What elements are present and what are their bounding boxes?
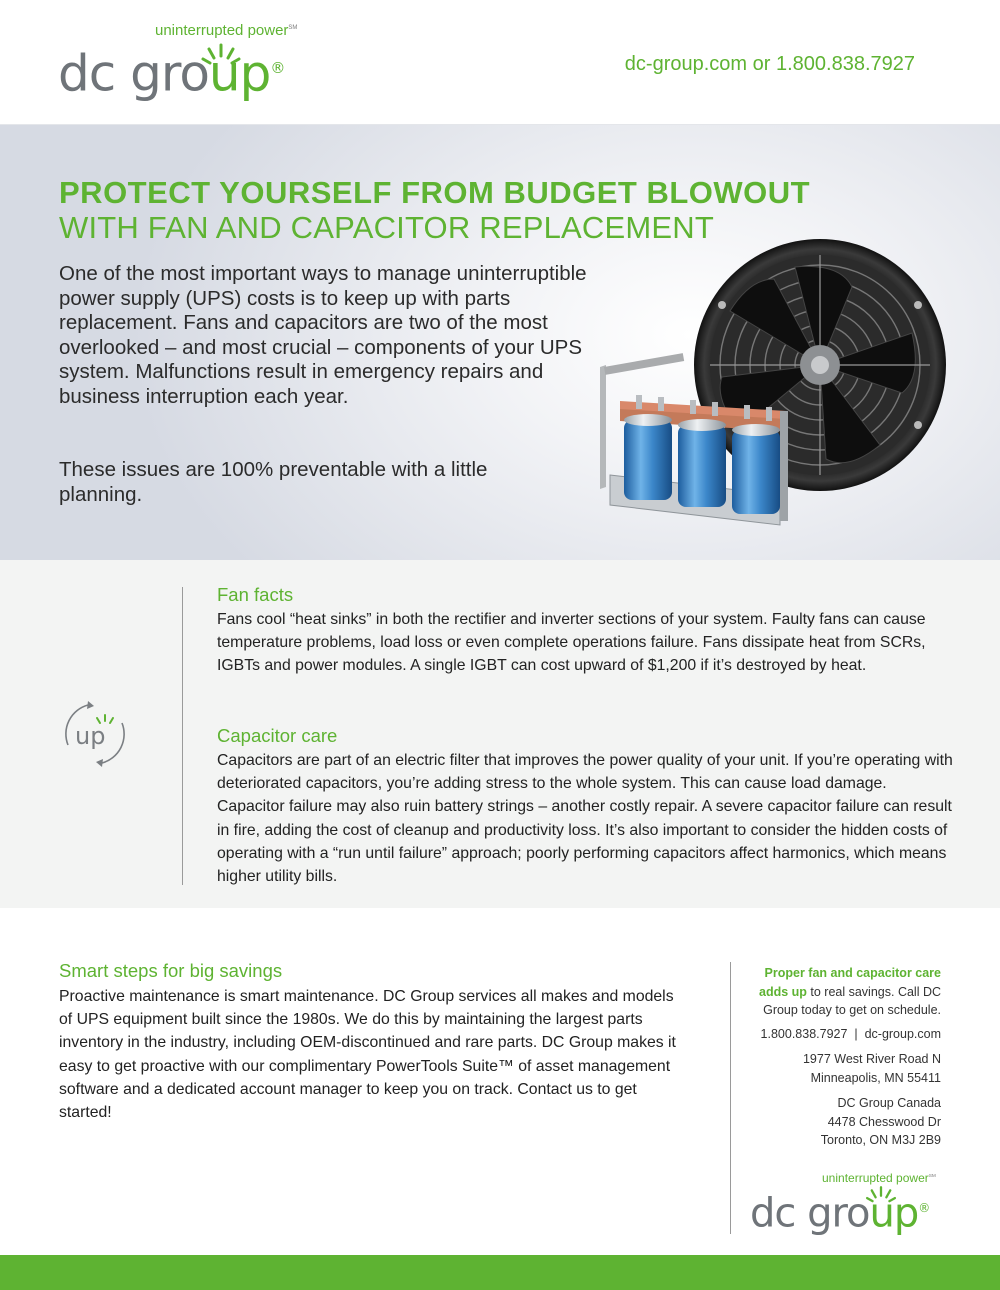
logo-wordmark: dc group® bbox=[750, 1190, 930, 1237]
hero-subtitle: WITH FAN AND CAPACITOR REPLACEMENT bbox=[59, 210, 715, 245]
up-cycle-icon bbox=[58, 697, 132, 771]
sidebar-divider bbox=[730, 962, 731, 1234]
fan-and-capacitor-image bbox=[590, 235, 1000, 545]
hero-section bbox=[0, 124, 1000, 560]
smart-steps-heading: Smart steps for big savings bbox=[59, 960, 283, 981]
dc-group-logo-footer[interactable] bbox=[750, 1170, 950, 1240]
sidebar-cta: Proper fan and capacitor care adds up to real savings. Call DC Group today to get on schedule. bbox=[759, 966, 941, 1017]
dc-group-logo[interactable] bbox=[58, 20, 308, 103]
page-header bbox=[0, 0, 1000, 124]
hero-intro-paragraph: One of the most important ways to manage uninterruptible power supply (UPS) costs is to keep up with parts replacement. Fans and capacitors are two of the most overlooked – and most crucial – components of your UPS system. Malfunctions result in emergency repairs and business interruption each year. bbox=[59, 262, 587, 408]
fan-facts-body: Fans cool “heat sinks” in both the rectifier and inverter sections of your system. Faulty fans can cause temperature problems, load loss or even complete operations failure. Fans dissipate heat from SCRs, IGBTs and power modules. A single IGBT can cost upward of $1,200 if it’s destroyed by heat. bbox=[217, 611, 926, 675]
header-contact[interactable]: dc-group.com or 1.800.838.7927 bbox=[624, 53, 915, 75]
footer-bar bbox=[0, 1255, 1000, 1290]
hero-preventable-paragraph: These issues are 100% preventable with a little planning. bbox=[59, 458, 488, 506]
logo-tagline: uninterrupted power℠ bbox=[822, 1171, 936, 1185]
svg-text:up: up bbox=[75, 722, 106, 750]
sidebar-address-us: 1977 West River Road N Minneapolis, MN 55411 bbox=[802, 1052, 941, 1085]
facts-divider bbox=[182, 587, 183, 885]
sidebar-address-canada: DC Group Canada 4478 Chesswood Dr Toronto, ON M3J 2B9 bbox=[820, 1096, 941, 1147]
hero-title: PROTECT YOURSELF FROM BUDGET BLOWOUT bbox=[59, 175, 811, 210]
capacitor-care-heading: Capacitor care bbox=[217, 725, 338, 746]
capacitor-care-body: Capacitors are part of an electric filter that improves the power quality of your unit. If you’re operating with deteriorated capacitors, you’re adding stress to the whole system. This can cause load damage. Capacitor failure may also ruin battery strings – another costly repair. A severe capacitor failure can result in fire, adding the cost of cleanup and productivity loss. It’s also important to consider the hidden costs of operating with a “run until failure” approach; poorly performing capacitors affect harmonics, which means higher utility bills. bbox=[217, 752, 953, 886]
sidebar-phone-web[interactable]: 1.800.838.7927 | dc-group.com bbox=[760, 1027, 941, 1041]
fan-facts-heading: Fan facts bbox=[217, 584, 294, 605]
logo-tagline: uninterrupted power℠ bbox=[155, 22, 298, 39]
logo-wordmark: dc group® bbox=[58, 44, 285, 103]
smart-steps-body: Proactive maintenance is smart maintenance. DC Group services all makes and models of UPS equipment built since the 1980s. We do this by maintaining the largest parts inventory in the industry, including OEM-discontinued and rare parts. DC Group makes it easy to get proactive with our complimentary PowerTools Suite™ of asset management software and a dedicated account manager to keep you on track. Contact us to get started! bbox=[59, 988, 676, 1122]
fan-icon bbox=[694, 239, 946, 491]
